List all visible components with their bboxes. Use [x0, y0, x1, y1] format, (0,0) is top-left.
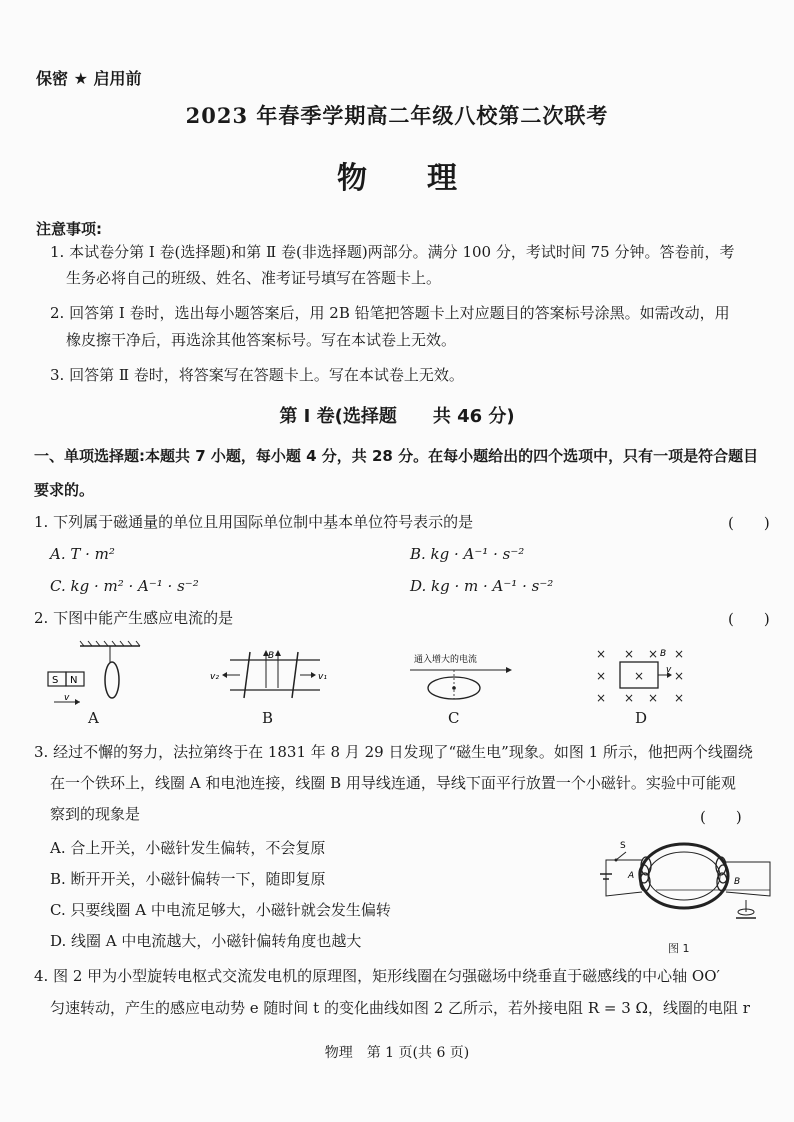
q1-answer-paren: ( ) [728, 514, 770, 532]
magnet-n-label: N [70, 675, 78, 686]
svg-text:×: × [624, 691, 635, 705]
svg-text:×: × [648, 647, 659, 661]
q2-label-b: B [262, 709, 274, 727]
magnet-s-label: S [52, 675, 59, 686]
note-3: 3. 回答第 Ⅱ 卷时，将答案写在答题卡上。写在本试卷上无效。 [50, 366, 464, 384]
q2-answer-paren: ( ) [728, 610, 770, 628]
page-footer: 物理 第 1 页(共 6 页) [324, 1045, 470, 1061]
fig-d-v-label: v [666, 665, 672, 675]
q2-stem: 2. 下图中能产生感应电流的是 [34, 609, 234, 627]
fig1-coil-b-label: B [734, 877, 741, 887]
q3-stem-line-1: 3. 经过不懈的努力，法拉第终于在 1831 年 8 月 29 日发现了“磁生电”现象。如图 1 所示，他把两个线圈绕 [34, 743, 753, 761]
svg-text:×: × [596, 669, 607, 683]
fig1-switch-label: S [620, 841, 626, 851]
fig-b-v2-label: v₂ [210, 672, 219, 682]
part1-instruction-line-1: 一、单项选择题:本题共 7 小题，每小题 4 分，共 28 分。在每小题给出的四个选项中，只有一项是符合题目 [34, 447, 759, 465]
note-2-line-1: 2. 回答第 Ⅰ 卷时，选出每小题答案后，用 2B 铅笔把答题卡上对应题目的答案标号涂黑。如需改动，用 [50, 304, 730, 322]
svg-text:×: × [674, 691, 685, 705]
exam-title: 2023 年春季学期高二年级八校第二次联考 [185, 103, 609, 128]
q1-option-d: D. kg · m · A⁻¹ · s⁻² [410, 577, 554, 595]
svg-text:×: × [596, 691, 607, 705]
fig1-coil-a-label: A [628, 871, 635, 881]
fig-a-v-label: v [64, 693, 70, 703]
q2-figure-b [210, 640, 330, 710]
svg-text:×: × [624, 647, 635, 661]
svg-text:×: × [634, 669, 645, 683]
q2-figure-a [40, 640, 150, 710]
fig-b-b-label: B [268, 651, 275, 661]
q2-label-d: D [635, 709, 648, 727]
svg-text:×: × [674, 669, 685, 683]
q3-answer-paren: ( ) [700, 808, 742, 826]
q3-figure-1 [596, 834, 776, 924]
q1-option-c: C. kg · m² · A⁻¹ · s⁻² [50, 577, 199, 595]
fig-d-b-label: B [660, 649, 667, 659]
fig-c-caption: 通入增大的电流 [414, 655, 478, 665]
q1-option-a: A. T · m² [50, 545, 115, 563]
q2-figure-d [590, 640, 700, 710]
svg-text:×: × [674, 647, 685, 661]
fig-b-v1-label: v₁ [318, 672, 327, 682]
note-1-line-2: 生务必将自己的班级、姓名、准考证号填写在答题卡上。 [66, 269, 442, 287]
subject-title: 物 理 [337, 161, 457, 196]
q2-label-c: C [448, 709, 460, 727]
q1-option-b: B. kg · A⁻¹ · s⁻² [410, 545, 525, 563]
note-2-line-2: 橡皮擦干净后，再选涂其他答案标号。写在本试卷上无效。 [66, 331, 457, 349]
q3-figure-caption: 图 1 [668, 942, 690, 955]
q1-stem: 1. 下列属于磁通量的单位且用国际单位制中基本单位符号表示的是 [34, 513, 474, 531]
q3-option-c: C. 只要线圈 A 中电流足够大，小磁针就会发生偏转 [50, 901, 391, 919]
confidential-mark: 保密 ★ 启用前 [36, 69, 142, 88]
q3-stem-line-3: 察到的现象是 [50, 805, 141, 823]
svg-text:×: × [648, 691, 659, 705]
q3-stem-line-2: 在一个铁环上，线圈 A 和电池连接，线圈 B 用导线连通，导线下面平行放置一个小磁针。实验中可能观 [50, 774, 736, 792]
q3-option-d: D. 线圈 A 中电流越大，小磁针偏转角度也越大 [50, 932, 362, 950]
q4-stem-line-2: 匀速转动，产生的感应电动势 e 随时间 t 的变化曲线如图 2 乙所示，若外接电阻 R = 3 Ω，线圈的电阻 r [50, 999, 750, 1017]
notes-heading: 注意事项: [36, 220, 102, 238]
part1-instruction-line-2: 要求的。 [34, 481, 95, 499]
note-1-line-1: 1. 本试卷分第 Ⅰ 卷(选择题)和第 Ⅱ 卷(非选择题)两部分。满分 100 分，考试时间 75 分钟。答卷前，考 [50, 243, 735, 261]
q4-stem-line-1: 4. 图 2 甲为小型旋转电枢式交流发电机的原理图，矩形线圈在匀强磁场中绕垂直于磁感线的中心轴 OO′ [34, 967, 720, 985]
q3-option-a: A. 合上开关，小磁针发生偏转，不会复原 [50, 839, 326, 857]
section-heading: 第 Ⅰ 卷(选择题 共 46 分) [279, 406, 515, 427]
q3-option-b: B. 断开开关，小磁针偏转一下，随即复原 [50, 870, 326, 888]
q2-label-a: A [88, 709, 99, 727]
q2-figure-c [400, 640, 520, 710]
svg-text:×: × [596, 647, 607, 661]
